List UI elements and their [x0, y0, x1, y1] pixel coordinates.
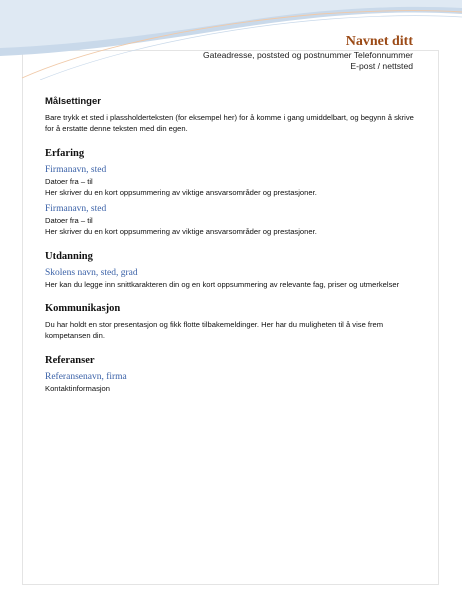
education-heading: Utdanning: [45, 250, 93, 262]
job-summary: Her skriver du en kort oppsummering av viktige ansvarsområder og prestasjoner.: [45, 227, 317, 237]
company-name: Firmanavn, sted: [45, 164, 107, 175]
references-section: [45, 354, 415, 394]
experience-entry: [45, 164, 415, 199]
job-dates: Datoer fra – til: [45, 176, 93, 186]
resume-body: [45, 95, 415, 406]
experience-entry: [45, 203, 415, 238]
contact-header: [203, 33, 413, 72]
applicant-name: Navnet ditt: [345, 34, 413, 49]
objective-heading: Målsettinger: [45, 96, 101, 107]
reference-name: Referansenavn, firma: [45, 371, 127, 382]
company-name: Firmanavn, sted: [45, 204, 107, 215]
address-phone-line: Gateadresse, poststed og postnummer Telefonnummer: [202, 50, 413, 60]
job-dates: Datoer fra – til: [45, 216, 93, 226]
references-heading: Referanser: [45, 354, 95, 366]
email-website-line: E-post / nettsted: [350, 61, 413, 71]
experience-heading: Erfaring: [45, 147, 85, 159]
communication-heading: Kommunikasjon: [45, 303, 121, 315]
communication-text: Du har holdt en stor presentasjon og fikk flotte tilbakemeldinger. Her har du muligheten til å vise frem kompetansen din.: [45, 320, 384, 341]
education-section: [45, 250, 415, 290]
education-text: Her kan du legge inn snittkarakteren din og en kort oppsummering av relevante fag, priser og utmerkelser: [45, 279, 400, 289]
communication-section: [45, 302, 415, 342]
objective-section: [45, 95, 415, 135]
reference-contact: Kontaktinformasjon: [45, 383, 111, 393]
school-name: Skolens navn, sted, grad: [45, 267, 138, 278]
job-summary: Her skriver du en kort oppsummering av viktige ansvarsområder og prestasjoner.: [45, 187, 317, 197]
experience-section: [45, 147, 415, 238]
objective-text: Bare trykk et sted i plassholderteksten (for eksempel her) for å komme i gang umiddelbart, og begynn å skrive for å erstatte denne teksten med din egen.: [45, 113, 414, 134]
